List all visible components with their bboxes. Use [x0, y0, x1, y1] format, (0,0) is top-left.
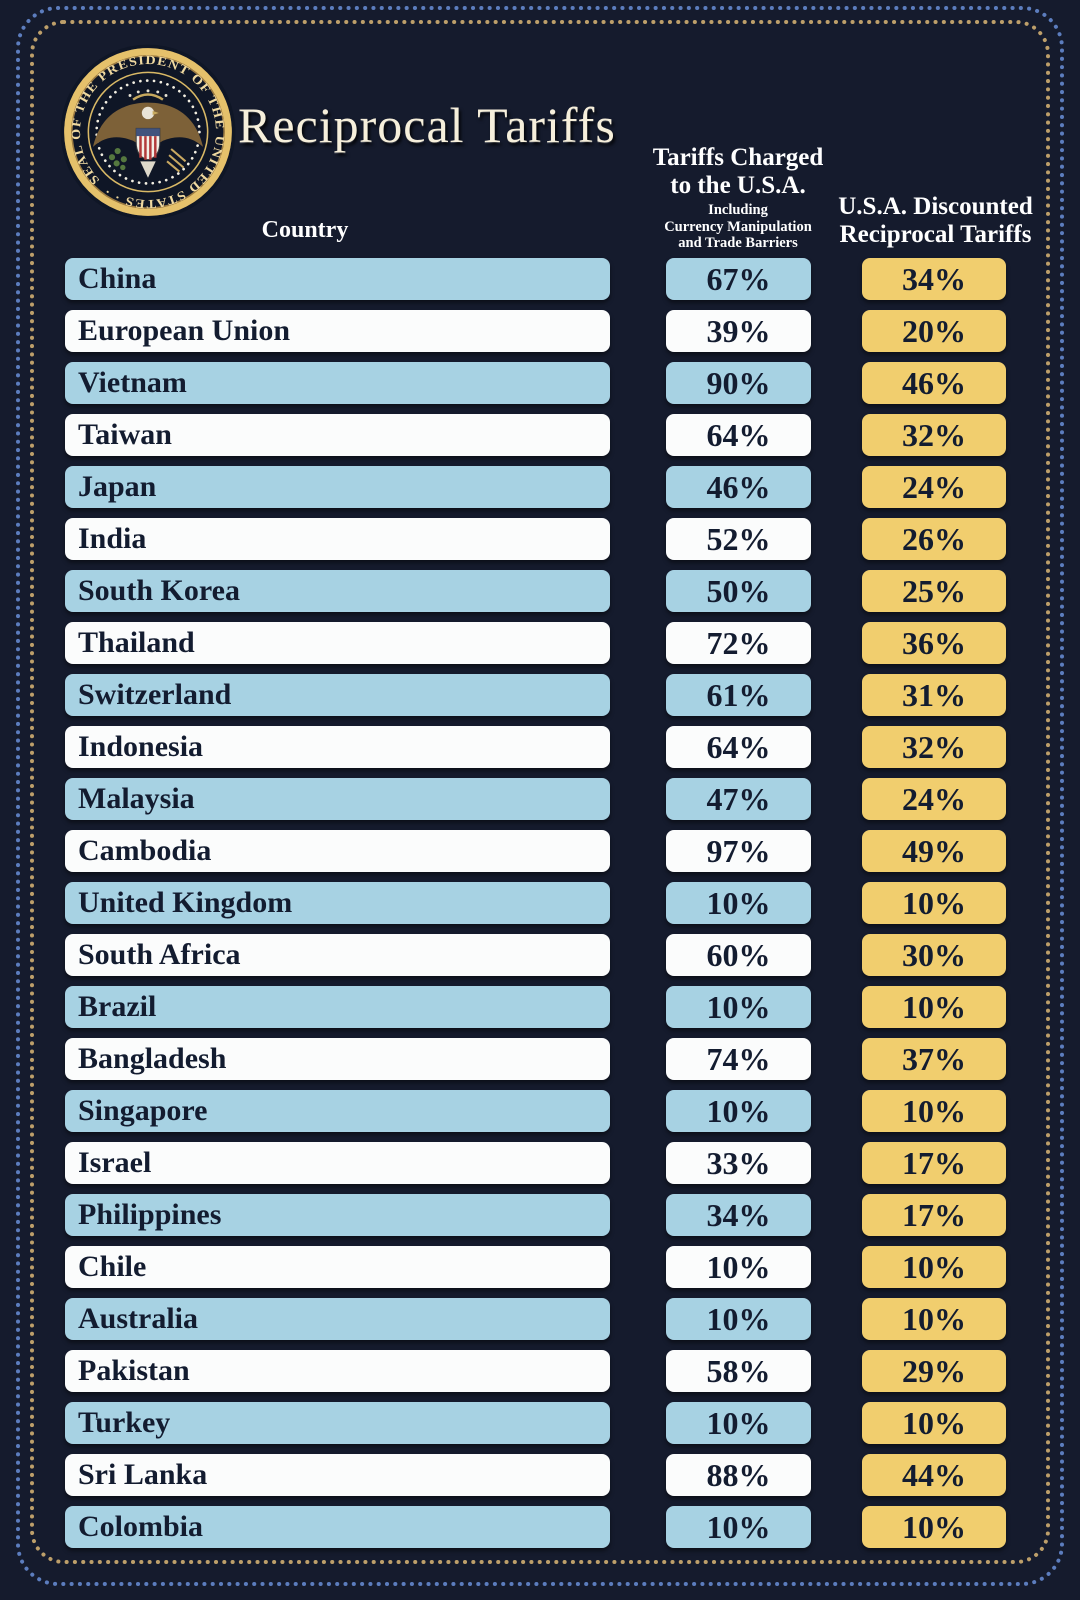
table-row: [65, 466, 1006, 508]
discounted-tariff-cell: 10%: [862, 1506, 1006, 1548]
charged-tariff-cell: 10%: [666, 1402, 811, 1444]
charged-tariff-cell: 10%: [666, 986, 811, 1028]
table-row: [65, 830, 1006, 872]
discounted-tariff-cell: 17%: [862, 1142, 1006, 1184]
charged-tariff-cell: 60%: [666, 934, 811, 976]
table-row: [65, 674, 1006, 716]
header-discounted-line1: U.S.A. Discounted: [838, 193, 1033, 220]
table-row: [65, 362, 1006, 404]
table-row: [65, 1350, 1006, 1392]
discounted-tariff-cell: 10%: [862, 986, 1006, 1028]
page-title: Reciprocal Tariffs: [238, 97, 616, 153]
header-charged-sub3: and Trade Barriers: [678, 235, 798, 252]
country-cell: Malaysia: [65, 778, 610, 820]
table-row: [65, 414, 1006, 456]
country-cell: European Union: [65, 310, 610, 352]
charged-tariff-cell: 67%: [666, 258, 811, 300]
charged-tariff-cell: 47%: [666, 778, 811, 820]
header-charged-sub2: Currency Manipulation: [664, 218, 812, 235]
discounted-tariff-cell: 24%: [862, 466, 1006, 508]
country-cell: Cambodia: [65, 830, 610, 872]
table-row: [65, 1298, 1006, 1340]
table-row: [65, 778, 1006, 820]
country-cell: Brazil: [65, 986, 610, 1028]
charged-tariff-cell: 61%: [666, 674, 811, 716]
table-row: [65, 726, 1006, 768]
table-row: [65, 1402, 1006, 1444]
header-charged-sub1: Including: [708, 202, 768, 218]
charged-tariff-cell: 90%: [666, 362, 811, 404]
discounted-tariff-cell: 24%: [862, 778, 1006, 820]
charged-tariff-cell: 10%: [666, 1506, 811, 1548]
table-row: [65, 1038, 1006, 1080]
discounted-tariff-cell: 20%: [862, 310, 1006, 352]
table-row: [65, 1142, 1006, 1184]
discounted-tariff-cell: 46%: [862, 362, 1006, 404]
discounted-tariff-cell: 10%: [862, 882, 1006, 924]
charged-tariff-cell: 58%: [666, 1350, 811, 1392]
table-row: [65, 310, 1006, 352]
column-header-discounted: [818, 193, 1053, 249]
svg-text:SEAL OF THE PRESIDENT OF THE U: SEAL OF THE PRESIDENT OF THE UNITED STATES · ·: [68, 52, 228, 212]
discounted-tariff-cell: 30%: [862, 934, 1006, 976]
country-cell: Vietnam: [65, 362, 610, 404]
charged-tariff-cell: 10%: [666, 1298, 811, 1340]
country-cell: Israel: [65, 1142, 610, 1184]
tariff-table: [65, 258, 1006, 1548]
table-row: [65, 518, 1006, 560]
discounted-tariff-cell: 31%: [862, 674, 1006, 716]
country-cell: South Korea: [65, 570, 610, 612]
country-cell: Indonesia: [65, 726, 610, 768]
charged-tariff-cell: 33%: [666, 1142, 811, 1184]
table-row: [65, 1506, 1006, 1548]
country-cell: Bangladesh: [65, 1038, 610, 1080]
country-cell: Philippines: [65, 1194, 610, 1236]
discounted-tariff-cell: 49%: [862, 830, 1006, 872]
country-cell: Pakistan: [65, 1350, 610, 1392]
table-row: [65, 986, 1006, 1028]
charged-tariff-cell: 46%: [666, 466, 811, 508]
discounted-tariff-cell: 25%: [862, 570, 1006, 612]
header-charged-line2: to the U.S.A.: [670, 172, 806, 199]
discounted-tariff-cell: 10%: [862, 1246, 1006, 1288]
country-cell: Thailand: [65, 622, 610, 664]
table-row: [65, 1090, 1006, 1132]
country-cell: Sri Lanka: [65, 1454, 610, 1496]
table-row: [65, 258, 1006, 300]
table-row: [65, 1194, 1006, 1236]
table-row: [65, 1246, 1006, 1288]
discounted-tariff-cell: 26%: [862, 518, 1006, 560]
country-cell: United Kingdom: [65, 882, 610, 924]
charged-tariff-cell: 39%: [666, 310, 811, 352]
charged-tariff-cell: 74%: [666, 1038, 811, 1080]
table-row: [65, 934, 1006, 976]
charged-tariff-cell: 97%: [666, 830, 811, 872]
table-row: [65, 570, 1006, 612]
discounted-tariff-cell: 44%: [862, 1454, 1006, 1496]
country-cell: Colombia: [65, 1506, 610, 1548]
charged-tariff-cell: 50%: [666, 570, 811, 612]
discounted-tariff-cell: 10%: [862, 1402, 1006, 1444]
discounted-tariff-cell: 36%: [862, 622, 1006, 664]
country-cell: Switzerland: [65, 674, 610, 716]
charged-tariff-cell: 64%: [666, 414, 811, 456]
table-row: [65, 1454, 1006, 1496]
country-cell: Japan: [65, 466, 610, 508]
charged-tariff-cell: 10%: [666, 1246, 811, 1288]
table-row: [65, 882, 1006, 924]
discounted-tariff-cell: 34%: [862, 258, 1006, 300]
charged-tariff-cell: 10%: [666, 882, 811, 924]
charged-tariff-cell: 10%: [666, 1090, 811, 1132]
charged-tariff-cell: 52%: [666, 518, 811, 560]
country-cell: China: [65, 258, 610, 300]
country-cell: Taiwan: [65, 414, 610, 456]
charged-tariff-cell: 72%: [666, 622, 811, 664]
presidential-seal-icon: [58, 42, 238, 222]
column-header-country: Country: [261, 217, 349, 243]
charged-tariff-cell: 88%: [666, 1454, 811, 1496]
discounted-tariff-cell: 10%: [862, 1298, 1006, 1340]
country-cell: India: [65, 518, 610, 560]
country-cell: Chile: [65, 1246, 610, 1288]
country-cell: Australia: [65, 1298, 610, 1340]
discounted-tariff-cell: 32%: [862, 726, 1006, 768]
discounted-tariff-cell: 10%: [862, 1090, 1006, 1132]
discounted-tariff-cell: 17%: [862, 1194, 1006, 1236]
country-cell: Singapore: [65, 1090, 610, 1132]
country-cell: South Africa: [65, 934, 610, 976]
discounted-tariff-cell: 29%: [862, 1350, 1006, 1392]
header-charged-line1: Tariffs Charged: [652, 144, 824, 171]
discounted-tariff-cell: 32%: [862, 414, 1006, 456]
discounted-tariff-cell: 37%: [862, 1038, 1006, 1080]
header-discounted-line2: Reciprocal Tariffs: [839, 221, 1032, 248]
table-row: [65, 622, 1006, 664]
country-cell: Turkey: [65, 1402, 610, 1444]
charged-tariff-cell: 64%: [666, 726, 811, 768]
charged-tariff-cell: 34%: [666, 1194, 811, 1236]
